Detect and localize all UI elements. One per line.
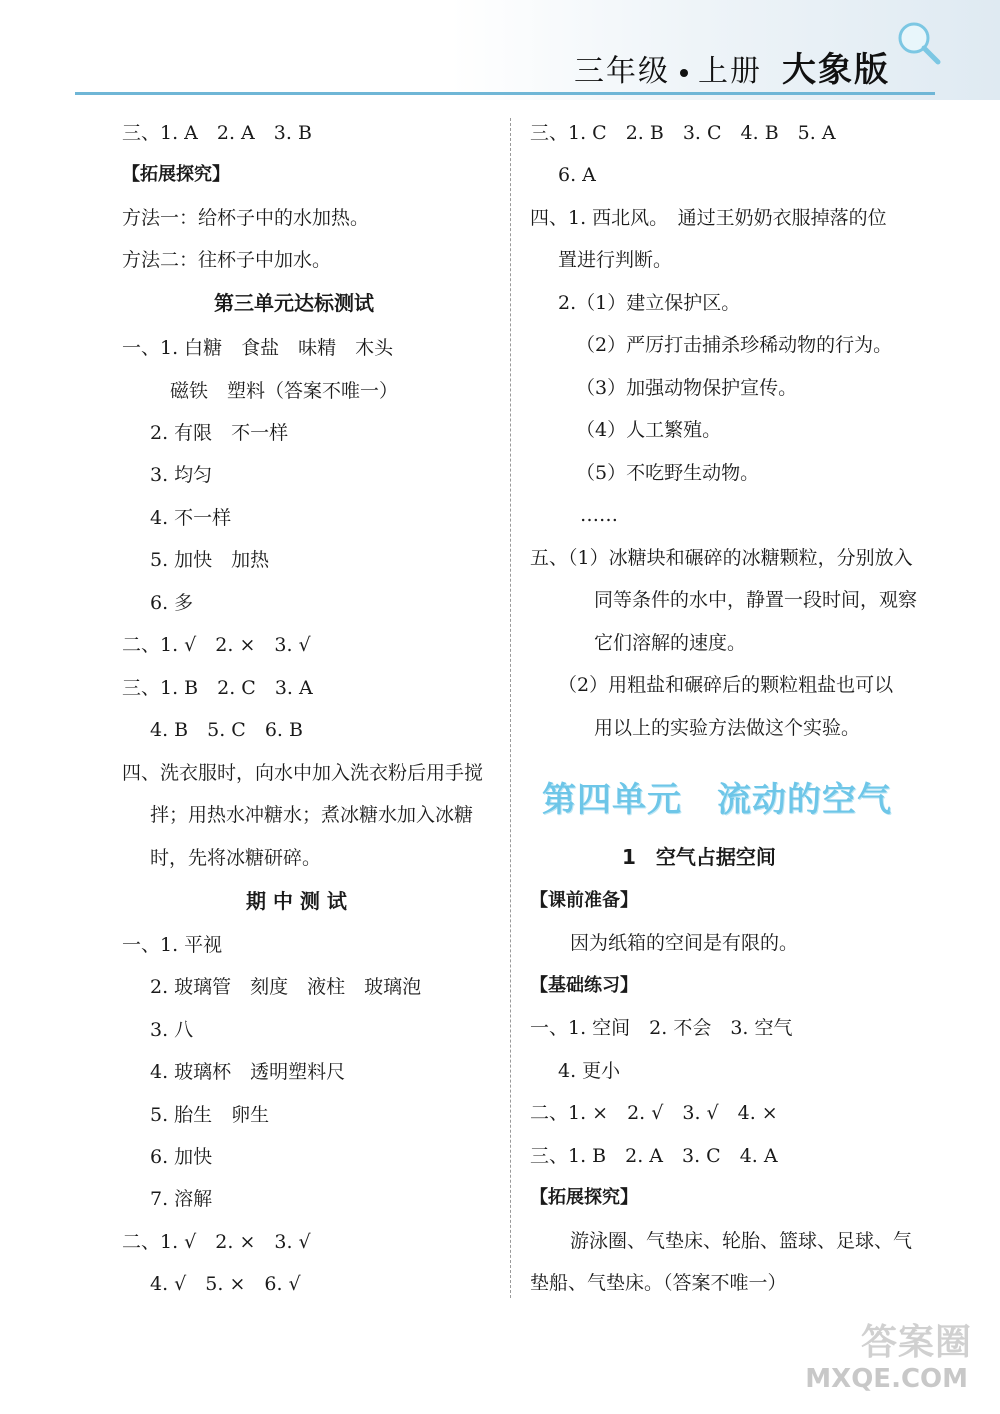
answer-line: 2. 玻璃管 刻度 液柱 玻璃泡 <box>150 976 422 998</box>
answer-line: 因为纸箱的空间是有限的。 <box>570 932 799 954</box>
answer-line: 二、1. × 2. √ 3. √ 4. × <box>530 1102 778 1124</box>
answer-line: （5）不吃野生动物。 <box>576 462 760 484</box>
answer-line: 同等条件的水中，静置一段时间，观察 <box>594 589 918 611</box>
answer-line: 拌；用热水冲糖水；煮冰糖水加入冰糖 <box>150 804 474 826</box>
section-label: 【课前准备】 <box>530 890 638 911</box>
answer-line: 2. 有限 不一样 <box>150 422 289 444</box>
answer-line: 2.（1）建立保护区。 <box>558 292 741 314</box>
section-label: 【拓展探究】 <box>530 1187 638 1208</box>
answer-line: 6. 加快 <box>150 1146 213 1168</box>
watermark-logo: 答案圈 <box>860 1322 972 1363</box>
answer-line: （2）严厉打击捕杀珍稀动物的行为。 <box>576 334 893 356</box>
section-label: 【基础练习】 <box>530 975 638 996</box>
grade-label: 三年级 <box>574 54 670 89</box>
section-label: 【拓展探究】 <box>122 164 230 185</box>
answer-line: （4）人工繁殖。 <box>576 419 722 441</box>
magnifier-icon <box>896 20 942 66</box>
column-divider <box>510 118 511 1298</box>
answer-line: （3）加强动物保护宣传。 <box>576 377 798 399</box>
answer-line: 三、1. B 2. A 3. C 4. A <box>530 1145 778 1167</box>
answer-line: 方法一：给杯子中的水加热。 <box>122 207 370 229</box>
answer-line: 一、1. 白糖 食盐 味精 木头 <box>122 337 394 359</box>
answer-line: 垫船、气垫床。（答案不唯一） <box>530 1272 787 1294</box>
answer-line: 四、1. 西北风。 通过王奶奶衣服掉落的位 <box>530 207 887 229</box>
section-heading: 期 中 测 试 <box>246 889 347 913</box>
lesson-heading: 1 空气占据空间 <box>622 845 776 869</box>
answer-line: 三、1. B 2. C 3. A <box>122 677 313 699</box>
answer-line: 游泳圈、气垫床、轮胎、篮球、足球、气 <box>570 1230 913 1252</box>
unit-title: 第四单元 流动的空气 <box>542 780 892 820</box>
answer-line: 置进行判断。 <box>558 249 673 271</box>
answer-line: 二、1. √ 2. × 3. √ <box>122 1231 311 1253</box>
answer-line: 方法二：往杯子中加水。 <box>122 249 332 271</box>
answer-line: 用以上的实验方法做这个实验。 <box>594 717 861 739</box>
answer-line: 4. B 5. C 6. B <box>150 719 303 741</box>
answer-line: 二、1. √ 2. × 3. √ <box>122 634 311 656</box>
answer-line: 6. A <box>558 164 596 186</box>
answer-line: 5. 加快 加热 <box>150 549 270 571</box>
answer-line: 4. 更小 <box>558 1060 621 1082</box>
answer-line: 4. 不一样 <box>150 507 232 529</box>
separator-dot <box>680 69 688 77</box>
answer-line: …… <box>580 504 618 526</box>
answer-line: 四、洗衣服时，向水中加入洗衣粉后用手搅 <box>122 762 484 784</box>
page-header <box>574 42 890 91</box>
answer-line: 它们溶解的速度。 <box>594 632 747 654</box>
answer-line: 5. 胎生 卵生 <box>150 1104 270 1126</box>
answer-line: 4. 玻璃杯 透明塑料尺 <box>150 1061 346 1083</box>
answer-line: 6. 多 <box>150 592 194 614</box>
header-rule <box>75 92 935 95</box>
answer-line: 3. 八 <box>150 1019 194 1041</box>
watermark <box>805 1314 972 1394</box>
volume-label: 上册 <box>698 54 762 89</box>
answer-line: 一、1. 空间 2. 不会 3. 空气 <box>530 1017 793 1039</box>
answer-line: 7. 溶解 <box>150 1188 213 1210</box>
section-heading: 第三单元达标测试 <box>214 291 374 315</box>
answer-line: 一、1. 平视 <box>122 934 223 956</box>
answer-line: （2）用粗盐和碾碎后的颗粒粗盐也可以 <box>558 674 894 696</box>
answer-line: 3. 均匀 <box>150 464 213 486</box>
answer-line: 五、（1）冰糖块和碾碎的冰糖颗粒，分别放入 <box>530 547 913 569</box>
answer-line: 时，先将冰糖研碎。 <box>150 847 322 869</box>
answer-line: 磁铁 塑料（答案不唯一） <box>170 380 399 402</box>
answer-line: 4. √ 5. × 6. √ <box>150 1273 301 1295</box>
brand-label: 大象版 <box>782 50 890 90</box>
watermark-url: MXQE.COM <box>805 1364 968 1394</box>
answer-line: 三、1. A 2. A 3. B <box>122 122 312 144</box>
answer-line: 三、1. C 2. B 3. C 4. B 5. A <box>530 122 836 144</box>
